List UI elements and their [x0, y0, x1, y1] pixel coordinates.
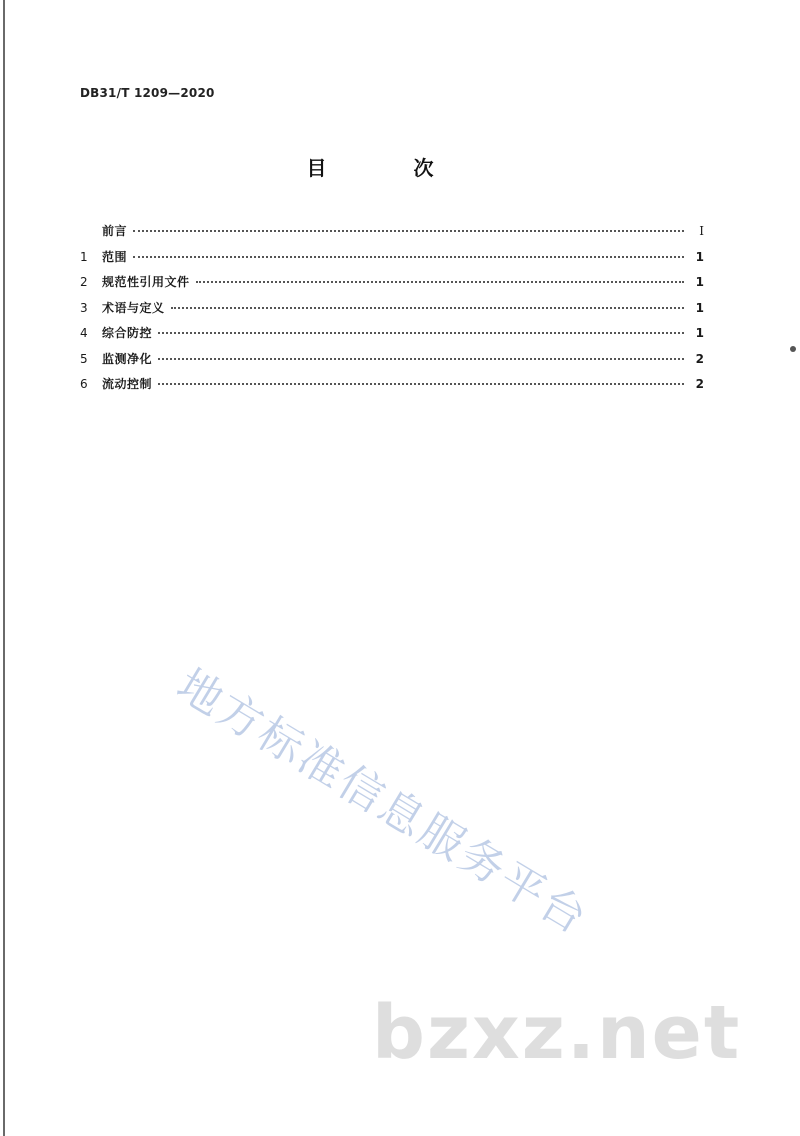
- toc-entry-terms-definitions[interactable]: [80, 299, 704, 325]
- toc-entry-monitoring-purification[interactable]: [80, 350, 704, 376]
- toc-entry-page: 1: [695, 326, 704, 340]
- toc-entry-number: 5: [80, 351, 88, 366]
- toc-entry-page: 2: [695, 377, 704, 391]
- toc-entry-page: 1: [695, 300, 704, 315]
- toc-entry-label: 规范性引用文件: [102, 275, 190, 289]
- toc-dot-leader: [171, 307, 684, 309]
- toc-entry-label: 范围: [102, 249, 128, 264]
- toc-title: 目 次: [306, 156, 474, 180]
- toc-entry-normative-references[interactable]: [80, 273, 704, 299]
- watermark-platform-name: 地方标准信息服务平台: [168, 659, 598, 946]
- scan-speck-mark: [790, 346, 796, 352]
- toc-entry-page: I: [699, 224, 704, 238]
- toc-entry-foreword[interactable]: [80, 222, 704, 248]
- toc-entry-label: 术语与定义: [102, 300, 165, 315]
- toc-entry-label: 监测净化: [102, 351, 153, 366]
- toc-entry-page: 1: [695, 275, 704, 289]
- toc-entry-scope[interactable]: [80, 248, 704, 274]
- toc-entry-page: 1: [695, 249, 704, 264]
- watermark-site-logo: bzxz.net: [372, 990, 742, 1076]
- toc-entry-number: 3: [80, 300, 88, 315]
- toc-dot-leader: [158, 332, 684, 334]
- toc-list: [80, 222, 704, 401]
- toc-dot-leader: [158, 358, 684, 360]
- toc-entry-page: 2: [695, 351, 704, 366]
- document-code: DB31/T 1209—2020: [80, 86, 215, 100]
- toc-dot-leader: [133, 230, 684, 232]
- toc-dot-leader: [133, 256, 684, 258]
- toc-entry-number: 2: [80, 275, 88, 289]
- toc-entry-integrated-control[interactable]: [80, 324, 704, 350]
- toc-dot-leader: [158, 383, 684, 385]
- toc-dot-leader: [196, 281, 684, 283]
- toc-entry-label: 流动控制: [102, 377, 153, 391]
- toc-entry-movement-control[interactable]: [80, 375, 704, 401]
- toc-entry-number: 4: [80, 326, 88, 340]
- toc-entry-number: 1: [80, 249, 88, 264]
- toc-entry-number: 6: [80, 377, 88, 391]
- toc-entry-label: 前言: [102, 224, 128, 238]
- toc-entry-label: 综合防控: [102, 326, 153, 340]
